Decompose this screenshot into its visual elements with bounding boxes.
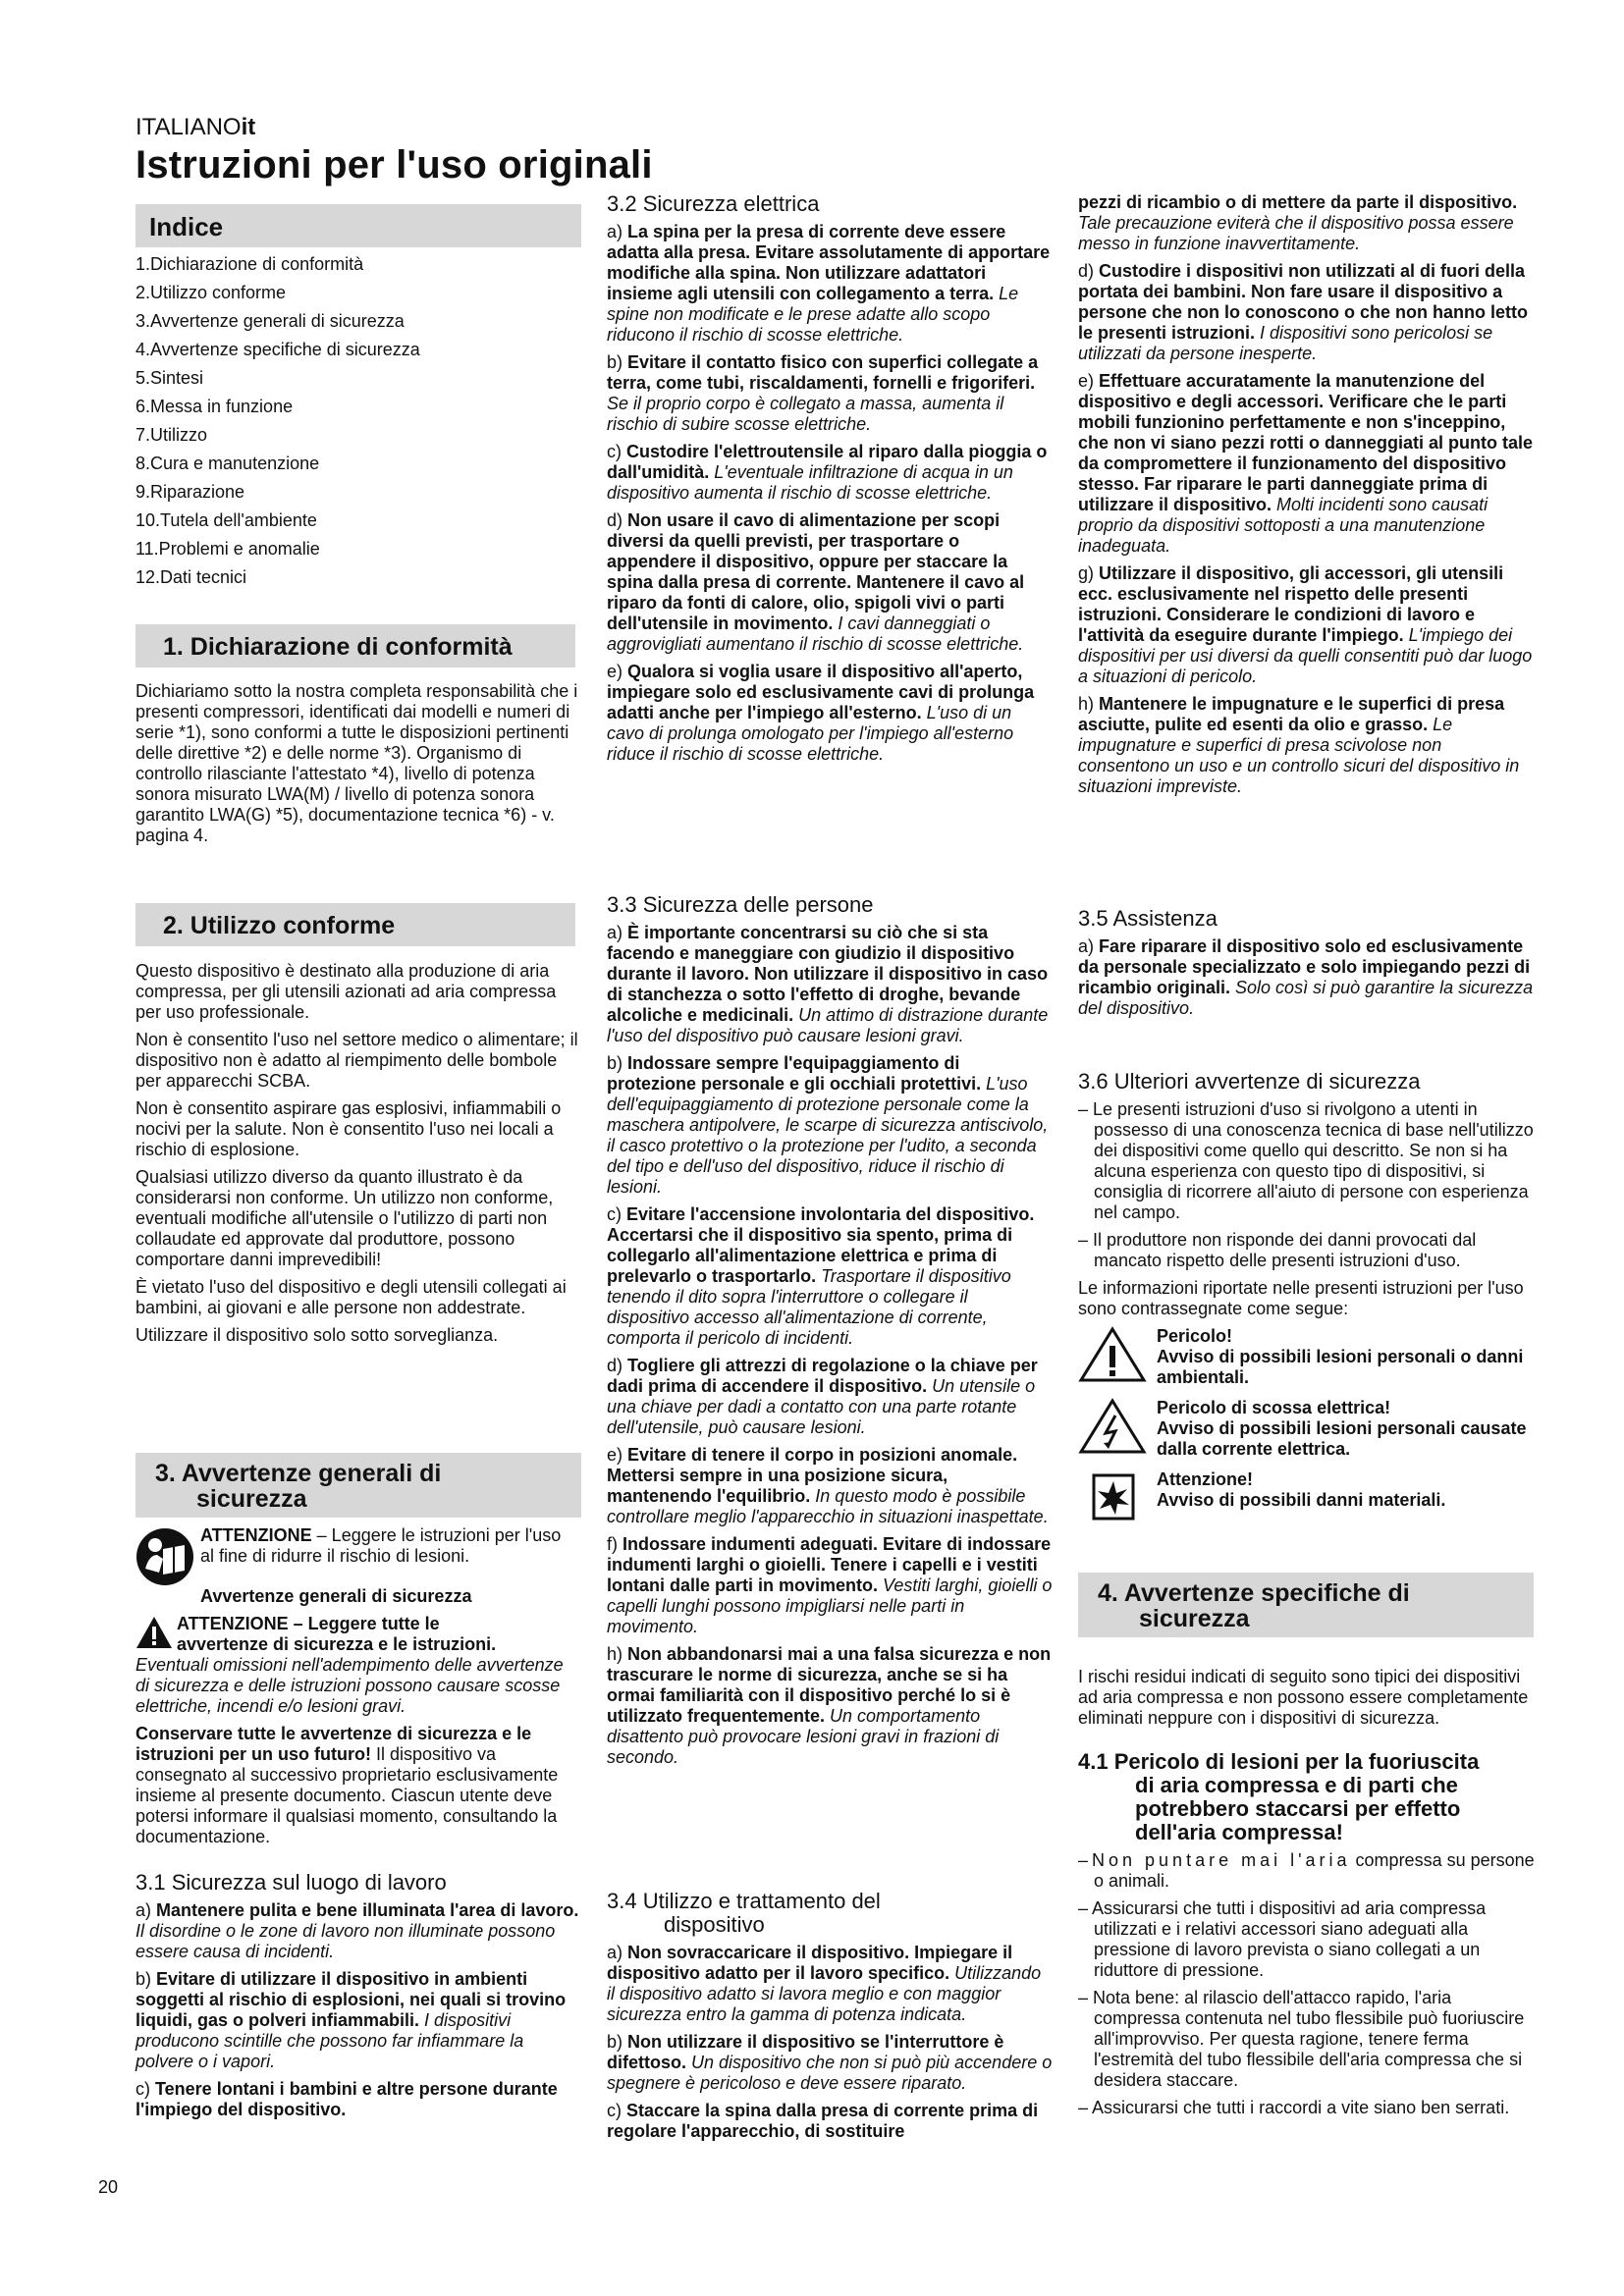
toc-item[interactable]: 9.Riparazione <box>135 482 245 502</box>
electric-shock-icon <box>1078 1398 1147 1455</box>
page-title: Istruzioni per l'uso originali <box>135 143 653 187</box>
language-label: ITALIANOit <box>135 114 256 140</box>
toc-item[interactable]: 6.Messa in funzione <box>135 397 294 416</box>
section-1-title: 1. Dichiarazione di conformità <box>135 624 575 667</box>
danger-triangle-icon <box>1078 1326 1147 1383</box>
toc-item[interactable]: 3.Avvertenze generali di sicurezza <box>135 311 405 331</box>
section-3-title: 3. Avvertenze generali di sicurezza <box>135 1453 581 1518</box>
toc-item[interactable]: 11.Problemi e anomalie <box>135 539 320 559</box>
caution-sign-row: Attenzione! Avviso di possibili danni materiali. <box>1078 1469 1536 1526</box>
section-4-title: 4. Avvertenze specifiche di sicurezza <box>1078 1573 1534 1637</box>
toc-item[interactable]: 2.Utilizzo conforme <box>135 283 287 302</box>
read-manual-icon <box>135 1527 194 1586</box>
toc-item[interactable]: 10.Tutela dell'ambiente <box>135 510 317 530</box>
section-3-4: 3.4 Utilizzo e trattamento del dispositivo a) Non sovraccaricare il dispositivo. Impiegare il dispositivo adatto per il lavoro specifico. Utilizzando il dispositivo adatto si lavora meglio e con maggior sicurezza entro la gamma di potenza indicata. b) Non utilizzare il dispositivo se l'interruttore è difettoso. Un dispositivo che non si può più accendere o spegnere è pericoloso e deve essere riparato. c) Staccare la spina dalla presa di corrente prima di regolare l'apparecchio, di sostituire <box>607 1889 1053 2141</box>
section-3-5: 3.5 Assistenza a) Fare riparare il dispositivo solo ed esclusivamente da personale specializzato e solo impiegando pezzi di ricambio originali. Solo così si può garantire la sicurezza del dispositivo. <box>1078 906 1534 1018</box>
section-4-body: I rischi residui indicati di seguito sono tipici dei dispositivi ad aria compressa e non possono essere completamente eliminati neppure con i dispositivi di sicurezza. 4.1 Pericolo di lesioni per la fuoriuscita di aria compressa e di parti che potrebbero staccarsi per effetto dell'aria compressa! –Non puntare mai l'aria compressa su persone o animali. – Assicurarsi che tutti i dispositivi ad aria compressa utilizzati e i relativi accessori siano adeguati alla pressione di lavoro prevista o siano collegati a un riduttore di pressione. – Nota bene: al rilascio dell'attacco rapido, l'aria compressa contenuta nel tubo flessibile può fuoriuscire all'improvviso. Per questa ragione, tenere ferma l'estremità del tubo flessibile dell'aria compressa che si desidera staccare. – Assicurarsi che tutti i raccordi a vite siano ben serrati. <box>1078 1667 1535 2117</box>
danger-sign-row: Pericolo! Avviso di possibili lesioni personali o danni ambientali. <box>1078 1326 1536 1388</box>
section-3-6: 3.6 Ulteriori avvertenze di sicurezza – Le presenti istruzioni d'uso si rivolgono a utenti in possesso di una conoscenza tecnica di base nell'utilizzo dei dispositivi come quello qui descritto. Se non si ha alcuna esperienza con questo tipo di dispositivi, si consiglia di ricorrere all'aiuto di persone con esperienza nel campo. – Il produttore non risponde dei danni provocati dal mancato rispetto delle presenti istruzioni d'uso. Le informazioni riportate nelle presenti istruzioni per l'uso sono contrassegnate come segue: Pericolo! Avviso di possibili lesioni personali o danni ambientali. Pericolo di scossa elettrica! Avviso di possibili lesioni personali causate dalla corrente elettrica. Attenzione! Avviso di possibili danni materiali. <box>1078 1070 1536 1536</box>
section-3-3: 3.3 Sicurezza delle persone a) È importante concentrarsi su ciò che si sta facendo e maneggiare con giudizio il dispositivo durante il lavoro. Non utilizzare il dispositivo in caso di stanchezza o sotto l'effetto di droghe, bevande alcoliche e medicinali. Un attimo di distrazione durante l'uso del dispositivo può causare lesioni gravi. b) Indossare sempre l'equipaggiamento di protezione personale e gli occhiali protettivi. L'uso dell'equipaggiamento di protezione personale come la maschera antipolvere, le scarpe di sicurezza antiscivolo, il casco protettivo o la protezione per l'udito, a seconda del tipo e dell'uso del dispositivo, riduce il rischio di lesioni. c) Evitare l'accensione involontaria del dispositivo. Accertarsi che il dispositivo sia spento, prima di collegarlo all'alimentazione elettrica e prima di prelevarlo o trasportarlo. Trasportare il dispositivo tenendo il dito sopra l'interruttore o collegare il dispositivo accesso all'alimentazione di corrente, comporta il pericolo di incidenti. d) Togliere gli attrezzi di regolazione o la chiave per dadi prima di accendere il dispositivo. Un utensile o una chiave per dadi a contatto con una parte rotante dell'utensile, può causare lesioni. e) Evitare di tenere il corpo in posizioni anomale. Mettersi sempre in una posizione sicura, mantenendo l'equilibrio. In questo modo è possibile controllare meglio l'apparecchio in situazioni inaspettate. f) Indossare indumenti adeguati. Evitare di indossare indumenti larghi o gioielli. Tenere i capelli e i vestiti lontani dalle parti in movimento. Vestiti larghi, gioielli o capelli lunghi possono impigliarsi nelle parti in movimento. h) Non abbandonarsi mai a una falsa sicurezza e non trascurare le norme di sicurezza, anche se si ha ormai familiarità con il dispositivo perché lo si è utilizzato frequentemente. Un comportamento disattento può provocare lesioni gravi in frazioni di secondo. <box>607 892 1053 1767</box>
toc-item[interactable]: 7.Utilizzo <box>135 425 208 445</box>
page-number: 20 <box>98 2177 119 2197</box>
section-3-2: 3.2 Sicurezza elettrica a) La spina per la presa di corrente deve essere adatta alla presa. Evitare assolutamente di apportare modifiche alla spina. Non utilizzare adattatori insieme agli utensili con collegamento a terra. Le spine non modificate e le prese adatte allo scopo riducono il rischio di scosse elettriche. b) Evitare il contatto fisico con superfici collegate a terra, come tubi, riscaldamenti, fornelli e frigoriferi. Se il proprio corpo è collegato a massa, aumenta il rischio di subire scosse elettriche. c) Custodire l'elettroutensile al riparo dalla pioggia o dall'umidità. L'eventuale infiltrazione di acqua in un dispositivo aumenta il rischio di scosse elettriche. d) Non usare il cavo di alimentazione per scopi diversi da quelli previsti, per trasportare o appendere il dispositivo, oppure per staccare la spina dalla presa di corrente. Mantenere il cavo al riparo da fonti di calore, olio, spigoli vivi o parti dell'utensile in movimento. I cavi danneggiati o aggrovigliati aumentano il rischio di scosse elettriche. e) Qualora si voglia usare il dispositivo all'aperto, impiegare solo ed esclusivamente cavi di prolunga adatti anche per l'impiego all'esterno. L'uso di un cavo di prolunga omologato per l'impiego all'esterno riduce il rischio di scosse elettriche. <box>607 191 1051 764</box>
toc-item[interactable]: 4.Avvertenze specifiche di sicurezza <box>135 340 420 359</box>
material-damage-icon <box>1078 1469 1147 1526</box>
section-1-body: Dichiariamo sotto la nostra completa responsabilità che i presenti compressori, identificati dai modelli e numeri di serie *1), sono conformi a tutte le disposizioni pertinenti delle direttive *2) e delle norme *3). Organismo di controllo rilasciante l'attestato *4), livello di potenza sonora misurato LWA(M) / livello di potenza sonora garantito LWA(G) *5), documentazione tecnica *6) - v. pagina 4. <box>135 681 578 845</box>
table-of-contents <box>135 250 577 592</box>
section-3-body: ATTENZIONE – Leggere le istruzioni per l'uso al fine di ridurre il rischio di lesioni. Avvertenze generali di sicurezza ATTENZIONE – Leggere tutte le avvertenze di sicurezza e le istruzioni. Eventuali omissioni nell'adempimento delle avvertenze di sicurezza e delle istruzioni possono causare scosse elettriche, incendi e/o lesioni gravi. Conservare tutte le avvertenze di sicurezza e le istruzioni per un uso futuro! Il dispositivo va consegnato al successivo proprietario esclusivamente insieme al presente documento. Ciascun utente deve potersi informare il qualsiasi momento, consultando la documentazione. <box>135 1525 564 1846</box>
electric-sign-row: Pericolo di scossa elettrica! Avviso di possibili lesioni personali causate dalla corrente elettrica. <box>1078 1398 1536 1460</box>
toc-item[interactable]: 8.Cura e manutenzione <box>135 454 320 473</box>
section-3-1: 3.1 Sicurezza sul luogo di lavoro a) Mantenere pulita e bene illuminata l'area di lavoro. Il disordine o le zone di lavoro non illuminate possono essere causa di incidenti. b) Evitare di utilizzare il dispositivo in ambienti soggetti al rischio di esplosioni, nei quali si trovino liquidi, gas o polveri infiammabili. I dispositivi producono scintille che possono far infiammare la polvere o i vapori. c) Tenere lontani i bambini e altre persone durante l'impiego del dispositivo. <box>135 1870 579 2119</box>
toc-title: Indice <box>135 204 581 247</box>
section-3-4-continued: pezzi di ricambio o di mettere da parte il dispositivo. Tale precauzione eviterà che il dispositivo possa essere messo in funzione inavvertitamente. d) Custodire i dispositivi non utilizzati al di fuori della portata dei bambini. Non fare usare il dispositivo a persone che non lo conoscono o che non hanno letto le presenti istruzioni. I dispositivi sono pericolosi se utilizzati da persone inesperte. e) Effettuare accuratamente la manutenzione del dispositivo e degli accessori. Verificare che le parti mobili funzionino perfettamente e non s'inceppino, che non vi siano pezzi rotti o danneggiati al punto tale da compromettere il funzionamento del dispositivo stesso. Far riparare le parti danneggiate prima di utilizzare il dispositivo. Molti incidenti sono causati proprio da dispositivi sottoposti a una manutenzione inadeguata. g) Utilizzare il dispositivo, gli accessori, gli utensili ecc. esclusivamente nel rispetto delle presenti istruzioni. Considerare le condizioni di lavoro e l'attività da eseguire durante l'impiego. L'impiego dei dispositivi per usi diversi da quelli consentiti può dar luogo a situazioni di pericolo. h) Mantenere le impugnature e le superfici di presa asciutte, pulite ed esenti da olio e grasso. Le impugnature e superfici di presa scivolose non consentono un uso e un controllo sicuri del dispositivo in situazioni impreviste. <box>1078 192 1534 796</box>
toc-item[interactable]: 12.Dati tecnici <box>135 567 247 587</box>
toc-item[interactable]: 5.Sintesi <box>135 368 204 388</box>
warning-triangle-icon <box>135 1616 173 1649</box>
section-2-title: 2. Utilizzo conforme <box>135 903 575 946</box>
section-2-body: Questo dispositivo è destinato alla produzione di aria compressa, per gli utensili azionati ad aria compressa per uso professionale. Non è consentito l'uso nel settore medico o alimentare; il dispositivo non è adatto al riempimento delle bombole per apparecchi SCBA. Non è consentito aspirare gas esplosivi, infiammabili o nocivi per la salute. Non è consentito l'uso nei locali a rischio di esplosione. Qualsiasi utilizzo diverso da quanto illustrato è da considerarsi non conforme. Un utilizzo non conforme, eventuali modifiche all'utensile o l'utilizzo di parti non collaudate ed approvate dal produttore, possono comportare danni imprevedibili! È vietato l'uso del dispositivo e degli utensili collegati ai bambini, ai giovani e alle persone non addestrate. Utilizzare il dispositivo solo sotto sorveglianza. <box>135 961 578 1345</box>
toc-item[interactable]: 1.Dichiarazione di conformità <box>135 254 364 274</box>
